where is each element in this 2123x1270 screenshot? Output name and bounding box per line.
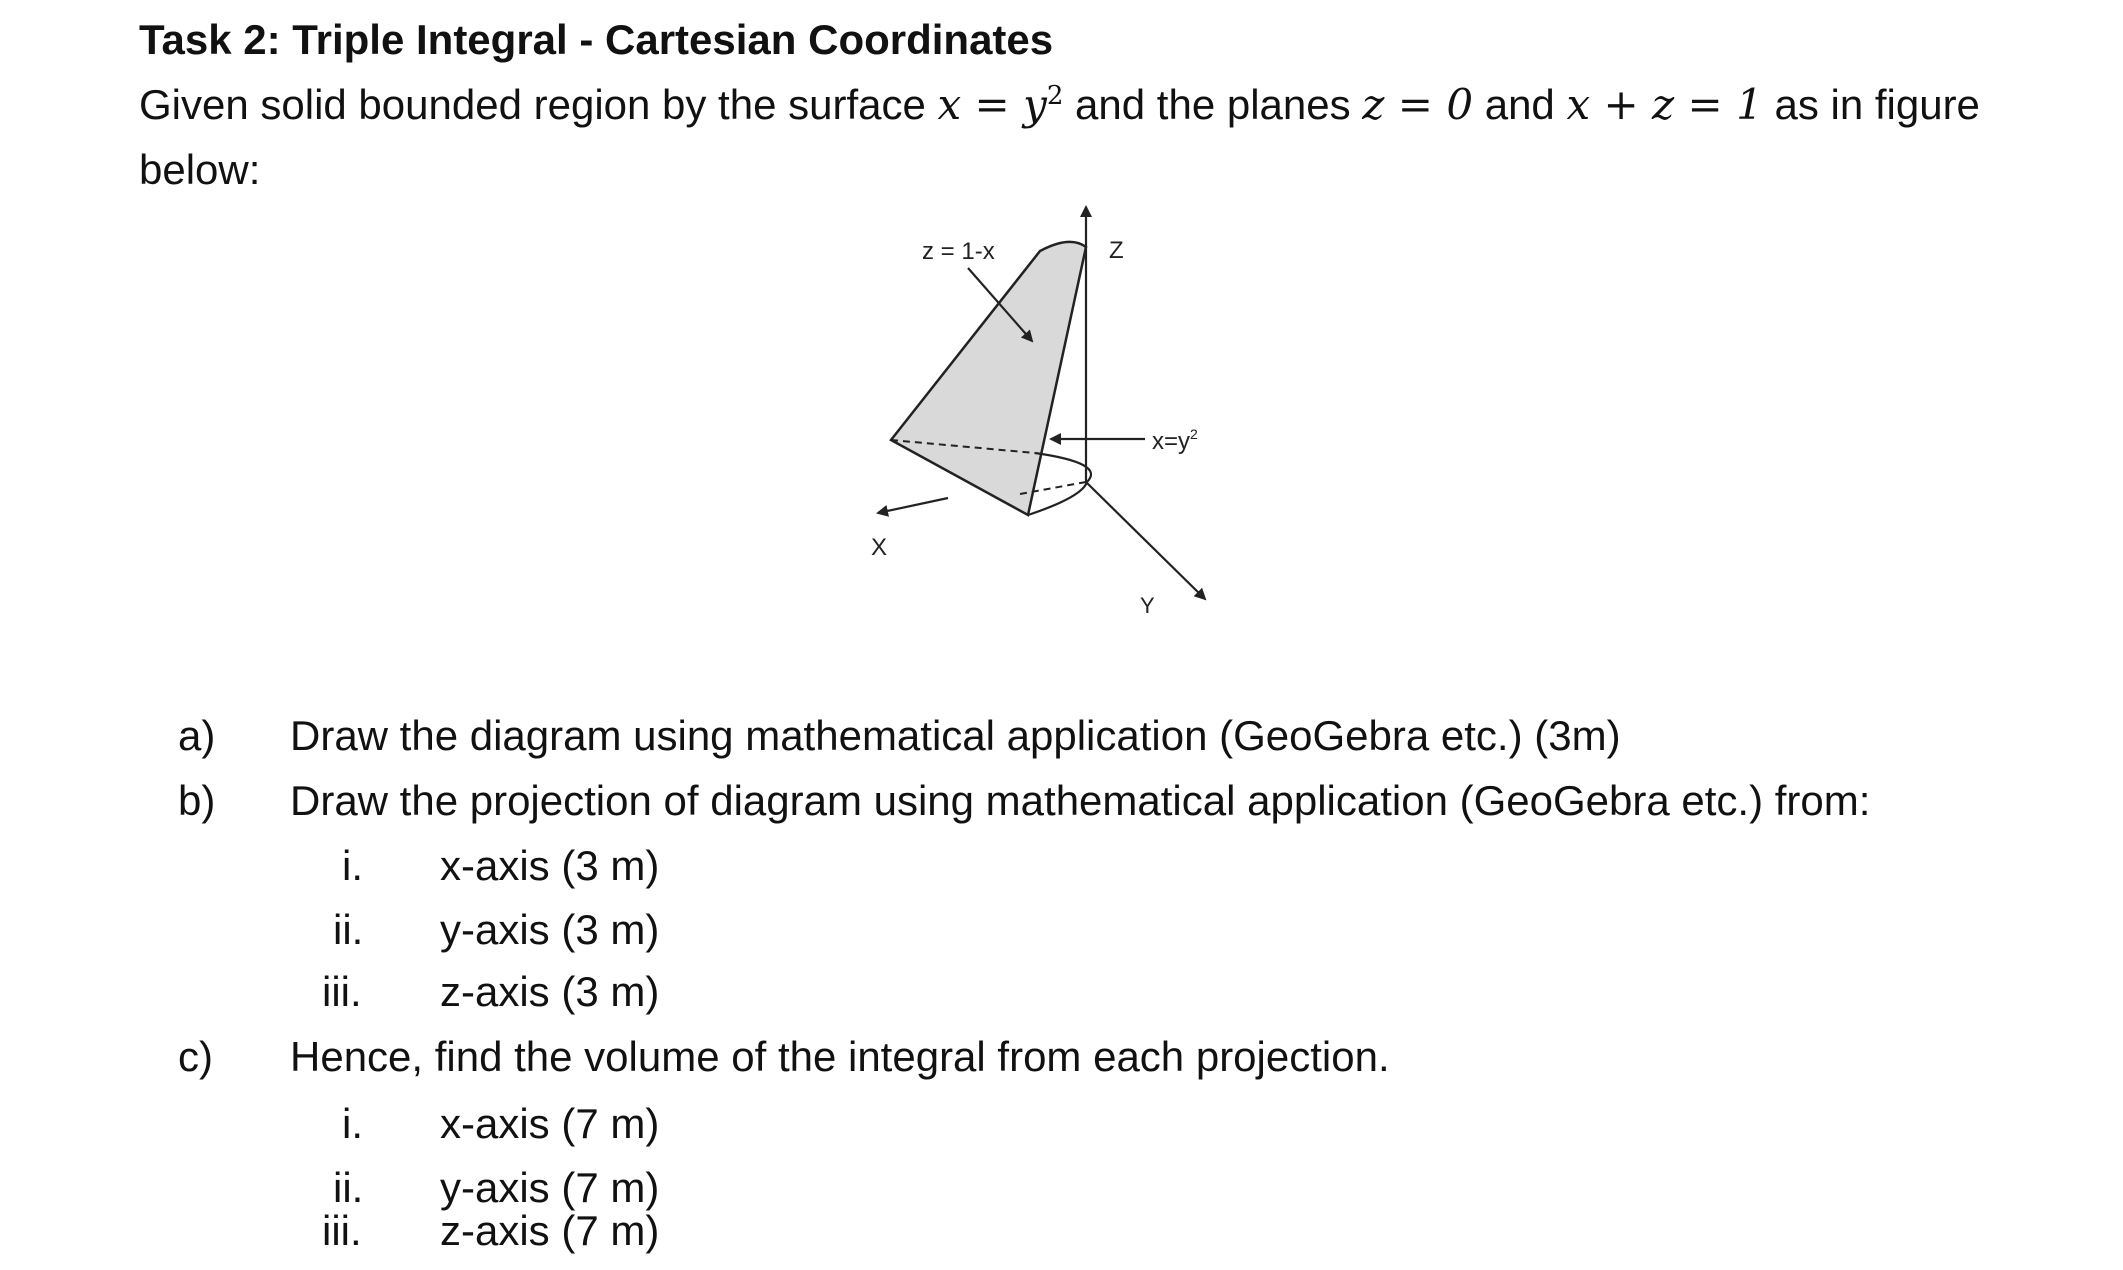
intro-text-part-4: as in figure xyxy=(1762,81,1980,128)
question-b-sub-iii-text: z-axis (3 m) xyxy=(440,968,660,1015)
question-c-sub-iii-label: iii. xyxy=(322,1207,362,1254)
intro-text-line-1 xyxy=(139,80,1980,129)
intro-text-part-2: and the planes xyxy=(1063,81,1363,128)
question-c-sub-i xyxy=(0,1100,2123,1160)
question-c-sub-i-text: x-axis (7 m) xyxy=(440,1100,660,1147)
surface-label-exponent: 2 xyxy=(1190,426,1198,442)
intro-text-part-1: Given solid bounded region by the surface xyxy=(139,81,938,128)
question-b-sub-ii-text: y-axis (3 m) xyxy=(440,906,660,953)
question-c xyxy=(0,1033,2123,1093)
question-b-sub-iii xyxy=(0,968,2123,1028)
y-axis-label: Y xyxy=(1140,593,1155,618)
question-c-sub-iii xyxy=(0,1207,2123,1267)
question-b-sub-i-label: i. xyxy=(342,842,363,889)
intro-text-line-2: below: xyxy=(139,146,261,193)
question-a-text: Draw the diagram using mathematical application (GeoGebra etc.) (3m) xyxy=(290,712,1621,759)
x-axis-label: X xyxy=(871,534,888,561)
plane-surface-shaded xyxy=(891,242,1086,515)
x-axis xyxy=(878,498,948,513)
question-c-sub-iii-text: z-axis (7 m) xyxy=(440,1207,660,1254)
intro-text-part-3: and xyxy=(1473,81,1567,128)
equation-surface-exponent: 2 xyxy=(1046,81,1064,111)
y-axis xyxy=(1086,482,1205,599)
question-a xyxy=(0,712,2123,772)
equation-surface xyxy=(938,80,1064,129)
question-c-sub-ii-label: ii. xyxy=(333,1164,364,1211)
task-title: Task 2: Triple Integral - Cartesian Coordinates xyxy=(139,16,1054,63)
question-a-label: a) xyxy=(178,712,216,759)
surface-label-body: x=y xyxy=(1152,428,1191,455)
question-c-text: Hence, find the volume of the integral from each projection. xyxy=(290,1033,1390,1080)
surface-label xyxy=(1152,426,1198,455)
question-b xyxy=(0,777,2123,837)
question-c-label: c) xyxy=(178,1033,213,1080)
question-b-sub-iii-label: iii. xyxy=(322,968,362,1015)
question-b-text: Draw the projection of diagram using mathematical application (GeoGebra etc.) from: xyxy=(290,777,1871,824)
question-c-sub-ii-text: y-axis (7 m) xyxy=(440,1164,660,1211)
equation-plane-xz: x + z = 1 xyxy=(1566,80,1763,129)
question-b-sub-i-text: x-axis (3 m) xyxy=(440,842,660,889)
equation-plane-z0: z = 0 xyxy=(1362,80,1474,129)
z-axis-label: Z xyxy=(1109,237,1124,264)
question-c-sub-i-label: i. xyxy=(342,1100,363,1147)
question-b-sub-i xyxy=(0,842,2123,902)
question-b-label: b) xyxy=(178,777,216,824)
question-b-sub-ii-label: ii. xyxy=(333,906,364,953)
plane-label: z = 1-x xyxy=(922,238,995,265)
equation-surface-body: x = y xyxy=(937,80,1047,129)
solid-region-figure xyxy=(840,195,1360,695)
question-b-sub-ii xyxy=(0,906,2123,966)
